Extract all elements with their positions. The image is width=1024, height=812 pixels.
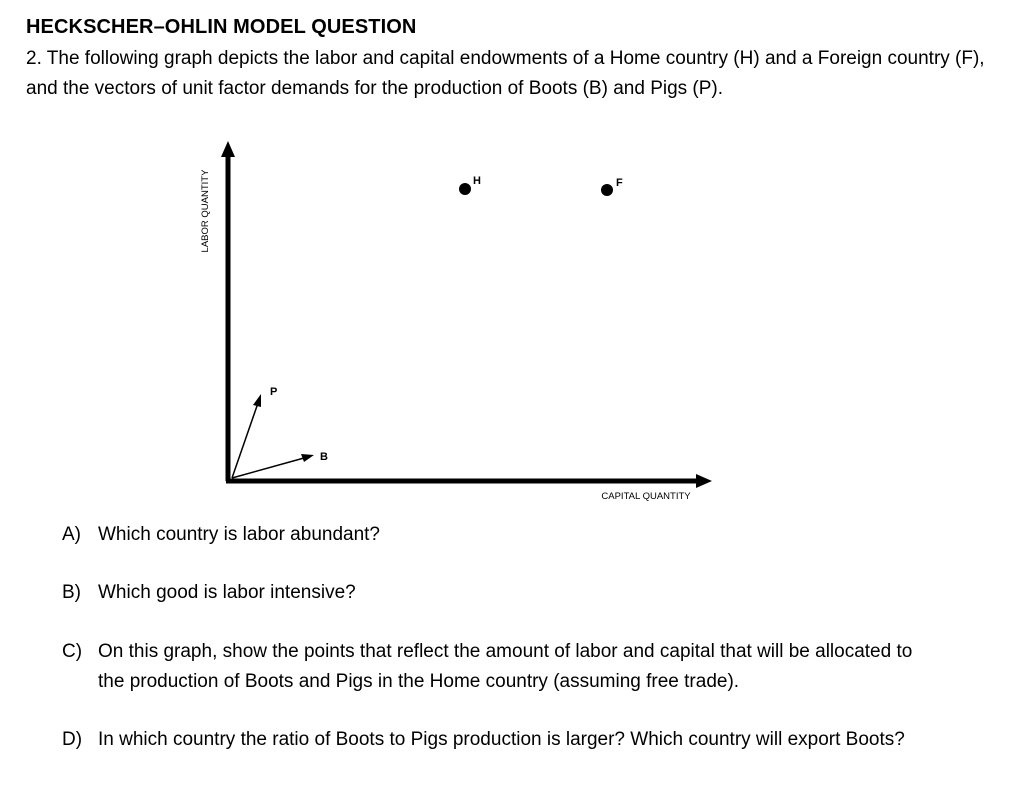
x-axis-arrowhead	[696, 474, 712, 488]
vector-p-label: P	[270, 386, 278, 398]
question-d	[62, 725, 918, 755]
vector-b	[232, 458, 304, 478]
question-d-letter: D)	[62, 729, 83, 750]
question-d-text: In which country the ratio of Boots to Pigs production is larger? Which country will export Boots?	[98, 729, 905, 750]
y-axis-arrowhead	[221, 141, 235, 157]
vector-p	[232, 403, 258, 478]
question-b-text: Which good is labor intensive?	[98, 582, 356, 603]
vector-b-label: B	[320, 451, 328, 463]
vector-p-arrowhead	[253, 394, 261, 407]
point-f-label: F	[616, 177, 623, 189]
point-h-label: H	[473, 175, 481, 187]
point-h	[459, 183, 471, 195]
question-b	[62, 578, 918, 608]
question-b-letter: B)	[62, 582, 81, 603]
question-c	[62, 637, 918, 696]
question-a-letter: A)	[62, 524, 81, 545]
question-a-text: Which country is labor abundant?	[98, 524, 380, 545]
question-intro: 2. The following graph depicts the labor and capital endowments of a Home country (H) and a Foreign country (F), and the vectors of unit factor demands for the production of Boots (B) and Pigs (P).	[26, 48, 985, 99]
x-axis-label: CAPITAL QUANTITY	[601, 491, 691, 502]
question-c-letter: C)	[62, 641, 83, 662]
y-axis-label: LABOR QUANTITY	[200, 169, 211, 253]
question-a	[62, 520, 918, 550]
question-c-text: On this graph, show the points that reflect the amount of labor and capital that will be allocated to the production of Boots and Pigs in the Home country (assuming free trade).	[98, 641, 913, 692]
vector-b-arrowhead	[301, 454, 314, 462]
page-title: HECKSCHER–OHLIN MODEL QUESTION	[26, 16, 417, 38]
point-f	[601, 184, 613, 196]
